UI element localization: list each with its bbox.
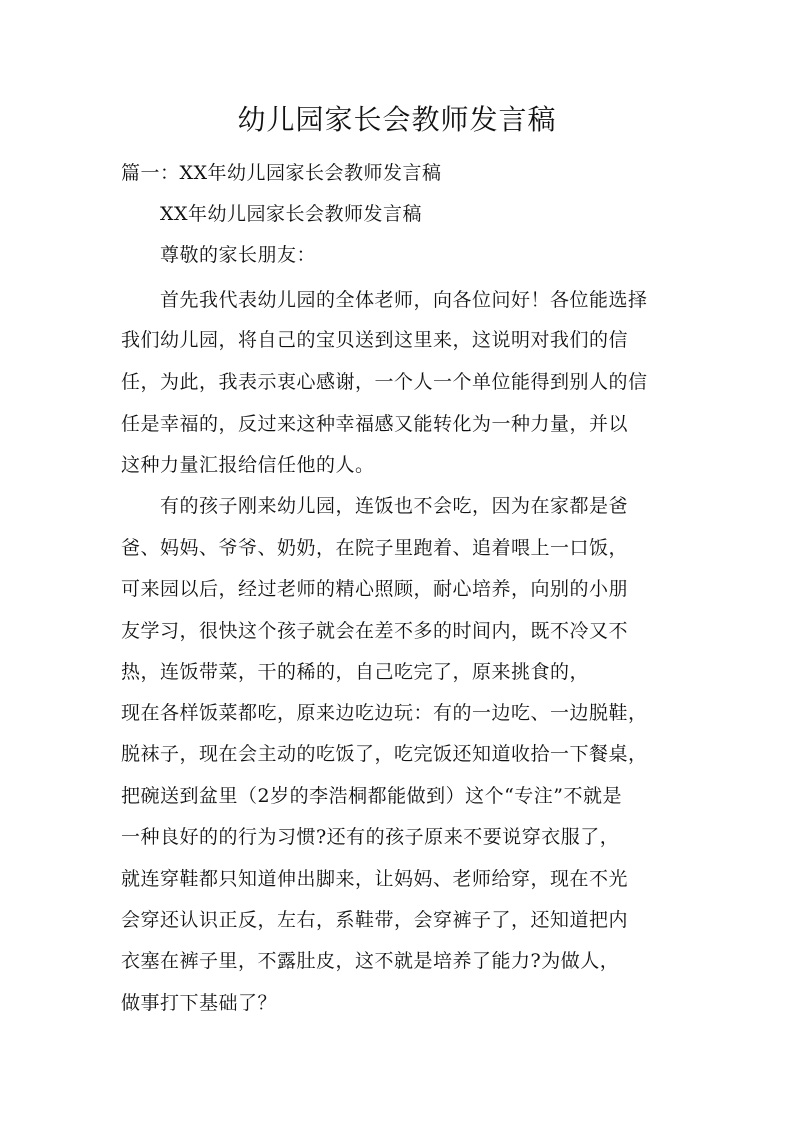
paragraph-line: 这种力量汇报给信任他的人。 — [121, 454, 375, 476]
paragraph-line: 脱袜子，现在会主动的吃饭了，吃完饭还知道收拾一下餐桌， — [121, 743, 648, 765]
salutation: 尊敬的家长朋友： — [160, 244, 317, 266]
paragraph-line: 友学习，很快这个孩子就会在差不多的时间内，既不冷又不 — [121, 620, 629, 642]
paragraph-line: 任，为此，我表示衷心感谢，一个人一个单位能得到别人的信 — [121, 371, 648, 393]
paragraph-line: 我们幼儿园，将自己的宝贝送到这里来，这说明对我们的信 — [121, 329, 629, 351]
paragraph-line: 就连穿鞋都只知道伸出脚来，让妈妈、老师给穿，现在不光 — [121, 868, 629, 890]
paragraph-line: 有的孩子刚来幼儿园，连饭也不会吃，因为在家都是爸 — [160, 495, 629, 517]
paragraph-line: 现在各样饭菜都吃，原来边吃边玩：有的一边吃、一边脱鞋， — [121, 702, 648, 724]
paragraph-line: 任是幸福的，反过来这种幸福感又能转化为一种力量，并以 — [121, 413, 629, 435]
paragraph-line: 把碗送到盆里（2岁的李浩桐都能做到）这个“专注”不就是 — [121, 785, 623, 807]
document-title: 幼儿园家长会教师发言稿 — [237, 103, 557, 136]
paragraph-line: 衣塞在裤子里，不露肚皮，这不就是培养了能力?为做人， — [121, 950, 620, 972]
section-heading: 篇一：XX年幼儿园家长会教师发言稿 — [121, 162, 442, 184]
subtitle: XX年幼儿园家长会教师发言稿 — [160, 203, 423, 225]
paragraph-line: 热，连饭带菜，干的稀的，自己吃完了，原来挑食的， — [121, 661, 590, 683]
paragraph-line: 做事打下基础了？ — [121, 992, 278, 1014]
paragraph-line: 一种良好的的行为习惯?还有的孩子原来不要说穿衣服了， — [121, 826, 620, 848]
paragraph-line: 可来园以后，经过老师的精心照顾，耐心培养，向别的小朋 — [121, 578, 629, 600]
paragraph-line: 会穿还认识正反，左右，系鞋带，会穿裤子了，还知道把内 — [121, 909, 629, 931]
paragraph-line: 爸、妈妈、爷爷、奶奶，在院子里跑着、追着喂上一口饭， — [121, 537, 629, 559]
paragraph-line: 首先我代表幼儿园的全体老师，向各位问好！各位能选择 — [160, 289, 648, 311]
